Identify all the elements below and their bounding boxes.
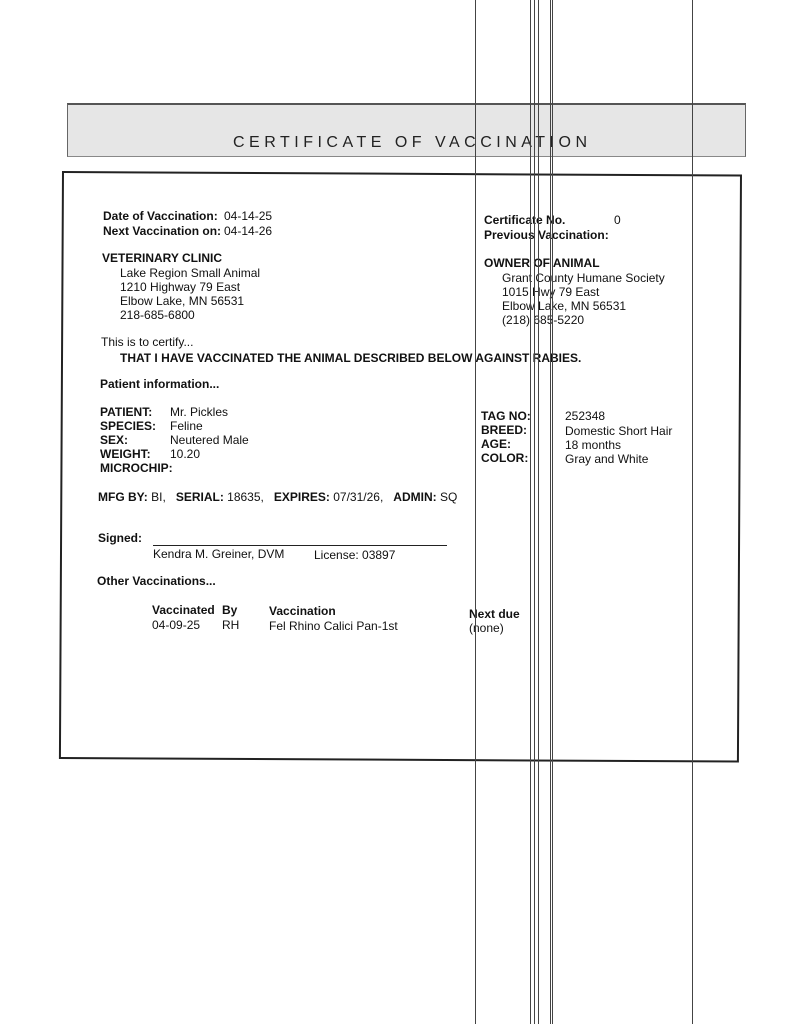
admin-label: ADMIN: [393, 490, 437, 504]
weight-value: 10.20 [170, 447, 201, 461]
breed-value: Domestic Short Hair [565, 424, 673, 438]
signature-line [153, 545, 447, 546]
microchip-label: MICROCHIP: [100, 461, 173, 475]
species-value: Feline [170, 419, 203, 433]
clinic-line: Elbow Lake, MN 56531 [120, 294, 245, 308]
clinic-line: 1210 Highway 79 East [120, 280, 241, 294]
serial-label: SERIAL: [175, 490, 224, 504]
vaccination-row-next-due: (none) [469, 621, 504, 635]
certificate-no-value: 0 [614, 213, 621, 227]
mfg-value: BI, [151, 490, 166, 504]
serial-value: 18635, [227, 490, 264, 504]
expires-label: EXPIRES: [273, 490, 330, 504]
color-value: Gray and White [565, 452, 649, 466]
next-vaccination-value: 04-14-26 [224, 224, 273, 238]
page-title: CERTIFICATE OF VACCINATION [233, 134, 592, 151]
patient-info-heading: Patient information... [100, 377, 220, 391]
scan-artifact-line [530, 0, 531, 1024]
vaccination-row-name: Fel Rhino Calici Pan-1st [269, 619, 398, 633]
column-header-vaccination: Vaccination [269, 604, 336, 618]
owner-line: Grant County Humane Society [502, 271, 665, 285]
certify-intro: This is to certify... [101, 335, 194, 349]
owner-line: Elbow Lake, MN 56531 [502, 299, 627, 313]
vaccination-row-date: 04-09-25 [152, 618, 201, 632]
scan-artifact-line [692, 0, 693, 1024]
owner-line: 1015 Hwy 79 East [502, 285, 600, 299]
tag-value: 252348 [565, 409, 606, 423]
clinic-heading: VETERINARY CLINIC [102, 251, 223, 265]
sex-label: SEX: [100, 433, 129, 447]
certify-statement: THAT I HAVE VACCINATED THE ANIMAL DESCRIBED BELOW AGAINST RABIES. [120, 351, 582, 365]
mfg-label: MFG BY: [98, 490, 148, 504]
expires-value: 07/31/26, [333, 490, 384, 504]
column-header-vaccinated: Vaccinated [152, 603, 215, 617]
other-vaccinations-heading: Other Vaccinations... [97, 574, 216, 588]
owner-heading: OWNER OF ANIMAL [484, 256, 600, 270]
clinic-line: Lake Region Small Animal [120, 266, 261, 280]
breed-label: BREED: [481, 423, 528, 437]
license-number: License: 03897 [314, 548, 396, 562]
vaccination-date-value: 04-14-25 [224, 209, 273, 223]
scan-artifact-line [552, 0, 553, 1024]
scan-artifact-line [475, 0, 476, 1024]
vaccination-date-label: Date of Vaccination: [103, 209, 218, 223]
color-label: COLOR: [481, 451, 529, 465]
next-vaccination-label: Next Vaccination on: [103, 224, 222, 238]
sex-value: Neutered Male [170, 433, 249, 447]
patient-label: PATIENT: [100, 405, 153, 419]
signer-name: Kendra M. Greiner, DVM [153, 547, 285, 561]
scan-artifact-line [550, 0, 551, 1024]
column-header-next-due: Next due [469, 607, 520, 621]
clinic-line: 218-685-6800 [120, 308, 195, 322]
age-label: AGE: [481, 437, 511, 451]
scan-artifact-line [534, 0, 535, 1024]
certificate-no-label: Certificate No. [484, 213, 566, 227]
signed-label: Signed: [98, 531, 142, 545]
species-label: SPECIES: [100, 419, 157, 433]
previous-vaccination-label: Previous Vaccination: [484, 228, 609, 242]
age-value: 18 months [565, 438, 622, 452]
weight-label: WEIGHT: [100, 447, 151, 461]
tag-label: TAG NO: [481, 409, 531, 423]
owner-line: (218) 685-5220 [502, 313, 585, 327]
column-header-by: By [222, 603, 238, 617]
admin-value: SQ [439, 490, 458, 504]
patient-value: Mr. Pickles [170, 405, 229, 419]
scan-artifact-line [538, 0, 539, 1024]
vaccination-row-by: RH [222, 618, 240, 632]
manufacturer-row [98, 490, 457, 504]
